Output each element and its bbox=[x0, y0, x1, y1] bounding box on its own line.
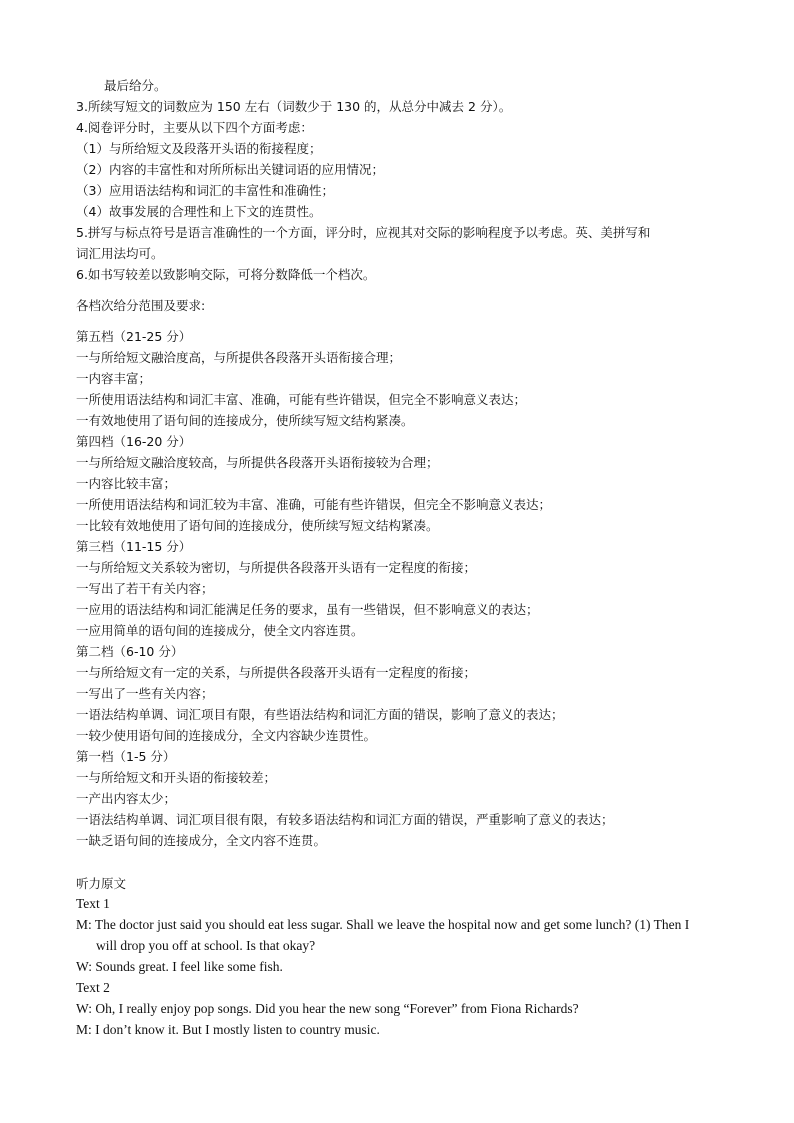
rule-2-tail: 最后给分。 bbox=[104, 78, 167, 93]
level-4-item-4: 一比较有效地使用了语句间的连接成分，使所续写短文结构紧凑。 bbox=[76, 518, 439, 533]
level-4-item-3: 一所使用语法结构和词汇较为丰富、准确，可能有些许错误，但完全不影响意义表达； bbox=[76, 497, 552, 512]
level-1-title: 第一档（1-5 分） bbox=[76, 749, 176, 764]
level-2-item-2: 一写出了一些有关内容； bbox=[76, 686, 214, 701]
level-4-item-1: 一与所给短文融洽度较高，与所提供各段落开头语衔接较为合理； bbox=[76, 455, 439, 470]
text-1-w: W: Sounds great. I feel like some fish. bbox=[76, 959, 283, 974]
level-4-title: 第四档（16-20 分） bbox=[76, 434, 192, 449]
level-1-item-2: 一产出内容太少； bbox=[76, 791, 177, 806]
level-1-item-4: 一缺乏语句间的连接成分，全文内容不连贯。 bbox=[76, 833, 327, 848]
level-2-item-3: 一语法结构单调、词汇项目有限，有些语法结构和词汇方面的错误，影响了意义的表达； bbox=[76, 707, 564, 722]
level-3-item-4: 一应用简单的语句间的连接成分，使全文内容连贯。 bbox=[76, 623, 364, 638]
listening-heading: 听力原文 bbox=[76, 876, 127, 891]
level-5-item-2: 一内容丰富； bbox=[76, 371, 152, 386]
rule-4-sub-3: （3）应用语法结构和词汇的丰富性和准确性； bbox=[76, 183, 334, 198]
level-2-item-4: 一较少使用语句间的连接成分，全文内容缺少连贯性。 bbox=[76, 728, 377, 743]
rule-5-line-2: 词汇用法均可。 bbox=[76, 246, 164, 261]
level-2-title: 第二档（6-10 分） bbox=[76, 644, 184, 659]
rule-4-sub-1: （1）与所给短文及段落开头语的衔接程度； bbox=[76, 141, 322, 156]
text-1-label: Text 1 bbox=[76, 896, 110, 911]
rule-4: 4.阅卷评分时，主要从以下四个方面考虑： bbox=[76, 120, 313, 135]
rule-6: 6.如书写较差以致影响交际，可将分数降低一个档次。 bbox=[76, 267, 376, 282]
text-2-m: M: I don’t know it. But I mostly listen to country music. bbox=[76, 1022, 380, 1037]
level-3-item-3: 一应用的语法结构和词汇能满足任务的要求，虽有一些错误，但不影响意义的表达； bbox=[76, 602, 539, 617]
text-1-m-line-1: M: The doctor just said you should eat less sugar. Shall we leave the hospital now and get some lunch? (1) Then I bbox=[76, 917, 690, 932]
level-5-item-1: 一与所给短文融洽度高，与所提供各段落开头语衔接合理； bbox=[76, 350, 402, 365]
level-3-item-2: 一写出了若干有关内容； bbox=[76, 581, 214, 596]
text-1-m-line-2: will drop you off at school. Is that okay? bbox=[96, 938, 316, 953]
level-3-item-1: 一与所给短文关系较为密切，与所提供各段落开头语有一定程度的衔接； bbox=[76, 560, 477, 575]
level-5-item-4: 一有效地使用了语句间的连接成分，使所续写短文结构紧凑。 bbox=[76, 413, 414, 428]
grading-heading: 各档次给分范围及要求: bbox=[76, 298, 206, 313]
level-3-title: 第三档（11-15 分） bbox=[76, 539, 192, 554]
level-4-item-2: 一内容比较丰富； bbox=[76, 476, 177, 491]
rule-4-sub-4: （4）故事发展的合理性和上下文的连贯性。 bbox=[76, 204, 322, 219]
level-2-item-1: 一与所给短文有一定的关系，与所提供各段落开头语有一定程度的衔接； bbox=[76, 665, 477, 680]
rule-3: 3.所续写短文的词数应为 150 左右（词数少于 130 的，从总分中减去 2 分）。 bbox=[76, 99, 512, 114]
rule-5-line-1: 5.拼写与标点符号是语言准确性的一个方面，评分时，应视其对交际的影响程度予以考虑。英、美拼写和 bbox=[76, 225, 651, 240]
level-1-item-1: 一与所给短文和开头语的衔接较差； bbox=[76, 770, 277, 785]
text-2-label: Text 2 bbox=[76, 980, 110, 995]
rule-4-sub-2: （2）内容的丰富性和对所所标出关键词语的应用情况； bbox=[76, 162, 384, 177]
level-5-title: 第五档（21-25 分） bbox=[76, 329, 192, 344]
text-2-w: W: Oh, I really enjoy pop songs. Did you hear the new song “Forever” from Fiona Richards? bbox=[76, 1001, 579, 1016]
level-5-item-3: 一所使用语法结构和词汇丰富、准确，可能有些许错误，但完全不影响意义表达； bbox=[76, 392, 527, 407]
level-1-item-3: 一语法结构单调、词汇项目很有限，有较多语法结构和词汇方面的错误，严重影响了意义的表达； bbox=[76, 812, 614, 827]
